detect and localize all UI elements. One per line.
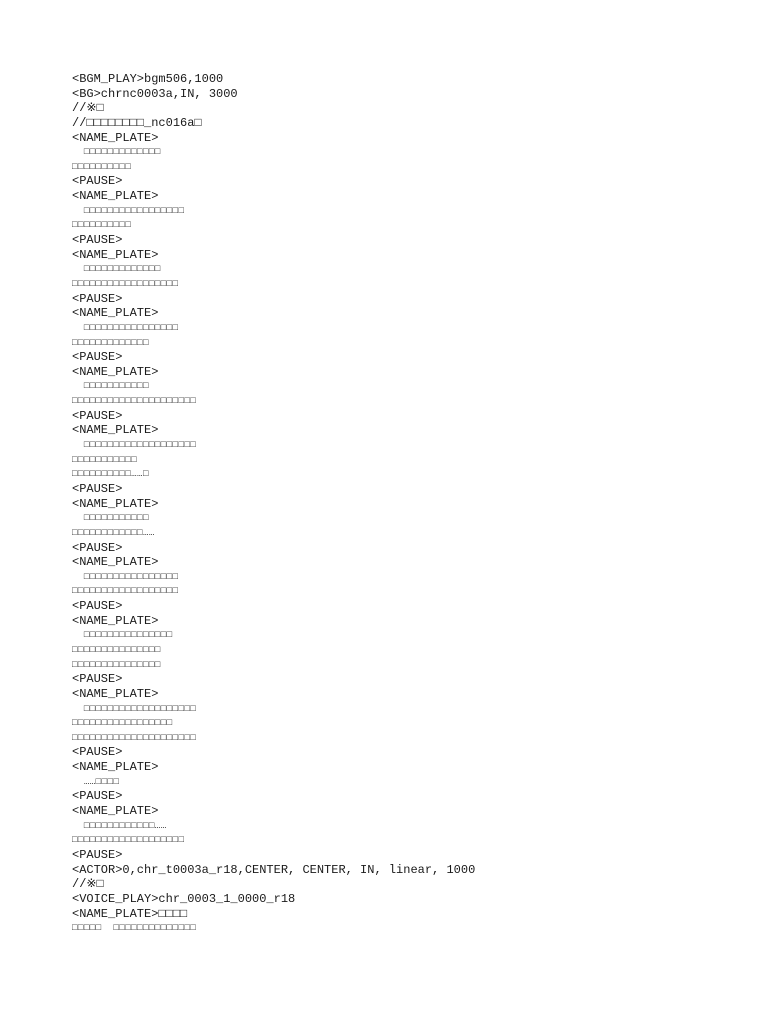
script-line: □□□□□□□□□□□□□□□□□□□: [72, 439, 197, 451]
script-line: <PAUSE>: [72, 847, 123, 862]
script-line: <NAME_PLATE>: [72, 613, 159, 628]
script-line: <NAME_PLATE>□□□□: [72, 906, 188, 921]
script-line: □□□□□□□□□□□□□□□□□□□: [72, 702, 197, 714]
script-line: <PAUSE>: [72, 291, 123, 306]
script-line: <NAME_PLATE>: [72, 247, 159, 262]
script-line: □□□□□□□□□□□: [72, 512, 149, 524]
script-line: //※□: [72, 101, 104, 116]
script-line: <PAUSE>: [72, 540, 123, 555]
script-line: □□□□□□□□□□□□□□□□□: [72, 717, 173, 729]
script-line: //※□: [72, 877, 104, 892]
script-line: <PAUSE>: [72, 599, 123, 614]
script-line: <NAME_PLATE>: [72, 760, 159, 775]
script-line: □□□□□□□□□□□□□□□□: [72, 570, 179, 582]
script-line: <NAME_PLATE>: [72, 423, 159, 438]
script-line: □□□□□□□□□□: [72, 160, 132, 172]
script-line: //□□□□□□□□_nc016a□: [72, 115, 202, 130]
script-line: <NAME_PLATE>: [72, 496, 159, 511]
script-line: <NAME_PLATE>: [72, 804, 159, 819]
script-line: □□□□□□□□□□□: [72, 453, 138, 465]
script-line: <PAUSE>: [72, 672, 123, 687]
script-line: <PAUSE>: [72, 350, 123, 365]
script-line: <ACTOR>0,chr_t0003a_r18,CENTER, CENTER, IN, linear, 1000: [72, 862, 476, 877]
script-line: ……□□□□: [72, 775, 120, 787]
document-page: [72, 72, 712, 936]
script-line: <PAUSE>: [72, 408, 123, 423]
script-line: <NAME_PLATE>: [72, 130, 159, 145]
script-line: <VOICE_PLAY>chr_0003_1_0000_r18: [72, 891, 296, 906]
script-line: □□□□□□□□□□□□……: [72, 819, 167, 831]
script-line: □□□□□□□□□□□□□: [72, 263, 161, 275]
script-line: □□□□□□□□□□□□……: [72, 526, 155, 538]
script-line: <PAUSE>: [72, 745, 123, 760]
script-line: □□□□□□□□□□□: [72, 380, 149, 392]
script-line: □□□□□□□□□□□□□□□□□□□: [72, 834, 185, 846]
script-line: <NAME_PLATE>: [72, 555, 159, 570]
script-line: <PAUSE>: [72, 174, 123, 189]
script-line: <NAME_PLATE>: [72, 306, 159, 321]
script-line: □□□□□□□□□□□□□□□: [72, 629, 173, 641]
script-line: □□□□□□□□□□□□□□□□□□: [72, 277, 179, 289]
script-line: □□□□□□□□□□□□□: [72, 146, 161, 158]
script-line: □□□□□□□□□□□□□□□: [72, 658, 161, 670]
script-line: <BG>chrnc0003a,IN, 3000: [72, 86, 238, 101]
script-line: <BGM_PLAY>bgm506,1000: [72, 72, 224, 86]
script-line: <NAME_PLATE>: [72, 364, 159, 379]
script-line: <PAUSE>: [72, 789, 123, 804]
script-line: <NAME_PLATE>: [72, 686, 159, 701]
script-text-body: [72, 72, 712, 936]
script-line: □□□□□□□□□□□□□□□: [72, 643, 161, 655]
script-line: <NAME_PLATE>: [72, 189, 159, 204]
script-line: □□□□□ □□□□□□□□□□□□□□: [72, 922, 197, 934]
script-line: □□□□□□□□□□□□□□□□□□□□□: [72, 395, 197, 407]
script-line: <PAUSE>: [72, 233, 123, 248]
script-line: □□□□□□□□□□□□□□□□□: [72, 204, 185, 216]
script-line: □□□□□□□□□□……□: [72, 468, 149, 480]
script-line: <PAUSE>: [72, 481, 123, 496]
script-line: □□□□□□□□□□: [72, 219, 132, 231]
script-line: □□□□□□□□□□□□□□□□□□: [72, 585, 179, 597]
script-line: □□□□□□□□□□□□□□□□: [72, 321, 179, 333]
script-line: □□□□□□□□□□□□□: [72, 336, 149, 348]
script-line: □□□□□□□□□□□□□□□□□□□□□: [72, 731, 197, 743]
